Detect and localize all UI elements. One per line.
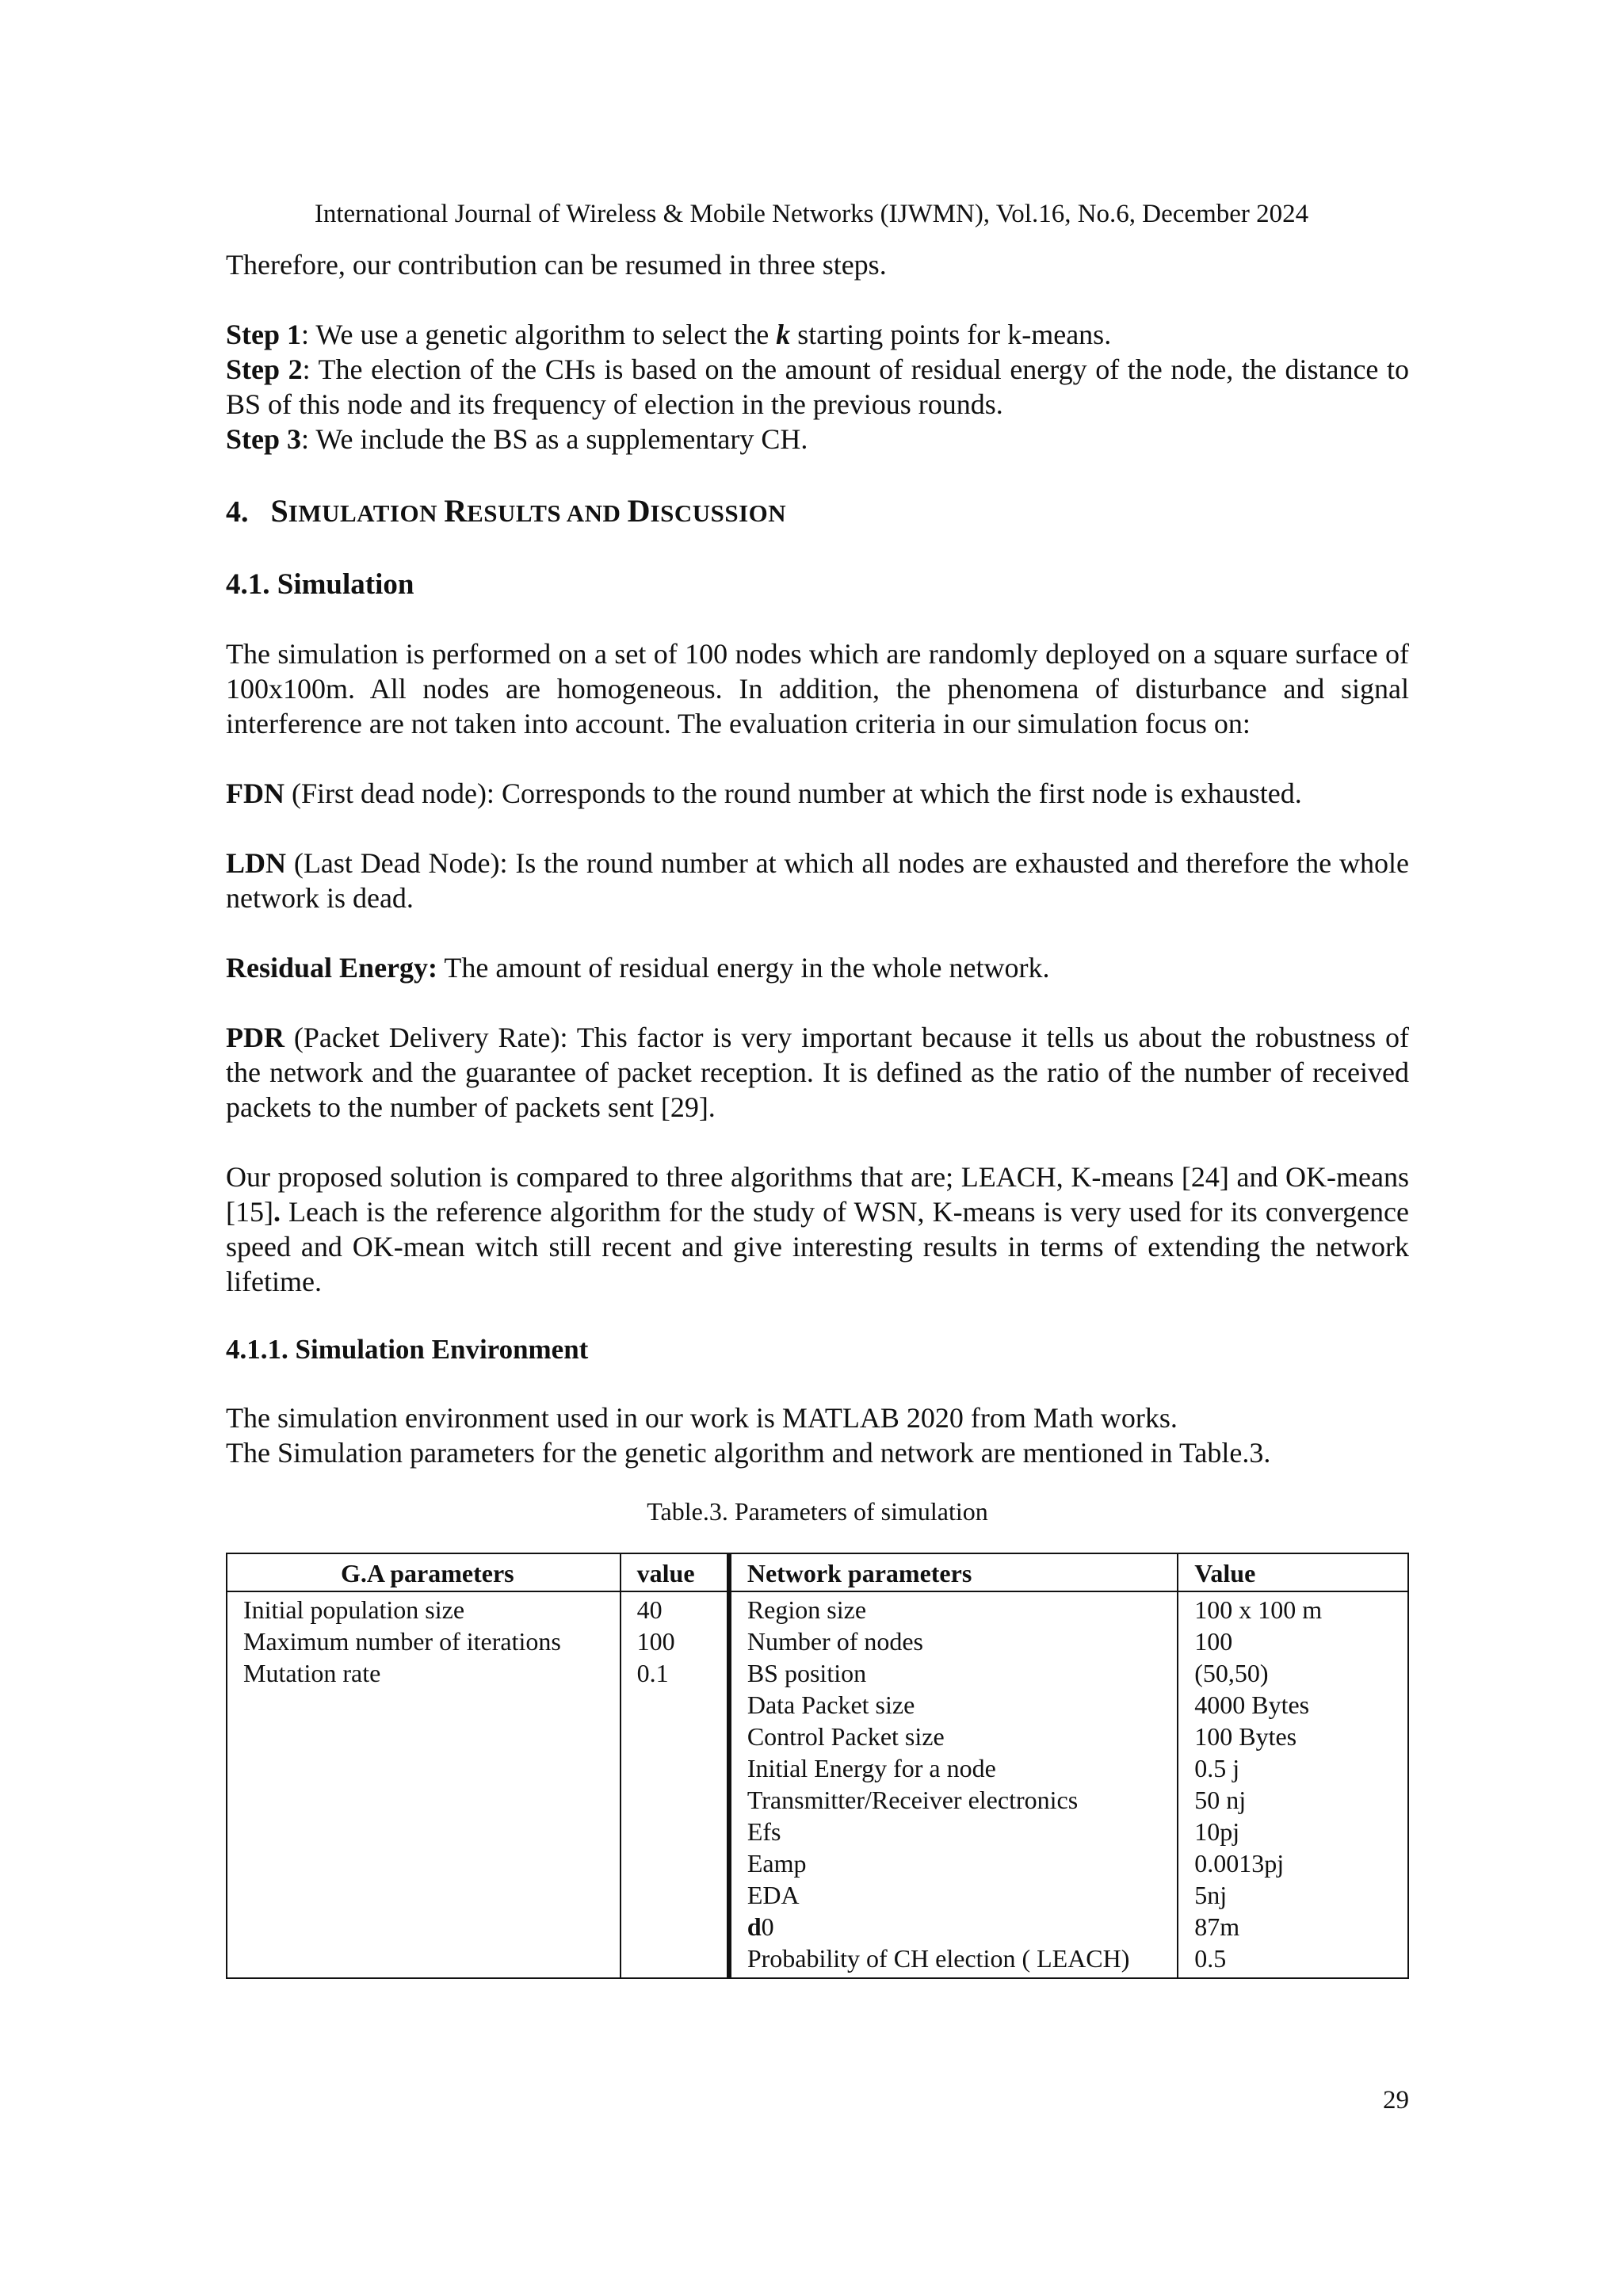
step-2: Step 2: The election of the CHs is based on the amount of residual energy of the node, the distance to BS of this node and its frequency of election in the previous rounds. xyxy=(226,353,1409,420)
list-item: 4000 Bytes xyxy=(1194,1690,1310,1719)
list-item: 40 xyxy=(636,1595,663,1624)
criterion-pdr: PDR (Packet Delivery Rate): This factor is very important because it tells us about the robustness of the network and the guarantee of packet reception. It is defined as the ratio of the number of received packets to the number of packets sent [29]. xyxy=(226,1022,1409,1123)
list-item: EDA xyxy=(747,1881,800,1909)
table-body-row xyxy=(227,1591,1408,1978)
list-item: 100 x 100 m xyxy=(1194,1595,1323,1624)
list-item: 0.5 xyxy=(1194,1944,1227,1973)
list-item: 50 nj xyxy=(1194,1786,1247,1814)
criterion-residual-energy: Residual Energy: The amount of residual energy in the whole network. xyxy=(226,952,1050,984)
list-item: Mutation rate xyxy=(243,1659,381,1687)
step-3-label: Step 3 xyxy=(226,423,302,455)
list-item: Initial population size xyxy=(243,1595,465,1624)
intro-paragraph: Therefore, our contribution can be resumed in three steps. xyxy=(226,249,887,281)
list-item: Number of nodes xyxy=(747,1627,923,1656)
table-caption: Table.3. Parameters of simulation xyxy=(647,1497,988,1526)
list-item: Eamp xyxy=(747,1849,807,1878)
list-item: 100 xyxy=(636,1627,675,1656)
environment-line-1: The simulation environment used in our work is MATLAB 2020 from Math works. xyxy=(226,1402,1178,1434)
list-item: (50,50) xyxy=(1194,1659,1269,1687)
list-item: 0.1 xyxy=(636,1659,669,1687)
list-item: Transmitter/Receiver electronics xyxy=(747,1786,1079,1814)
page-body xyxy=(226,247,1409,1979)
list-item: Initial Energy for a node xyxy=(747,1754,996,1782)
list-item-d0: d0 xyxy=(747,1912,774,1941)
page-number: 29 xyxy=(1383,2086,1409,2115)
criterion-fdn: FDN (First dead node): Corresponds to the round number at which the first node is exhausted. xyxy=(226,777,1302,809)
list-item: Control Packet size xyxy=(747,1722,945,1751)
list-item: Data Packet size xyxy=(747,1690,915,1719)
section-4-1-1-title: 4.1.1. Simulation Environment xyxy=(226,1334,589,1365)
step-2-label: Step 2 xyxy=(226,353,303,385)
list-item: 100 xyxy=(1194,1627,1233,1656)
section-4-1-title: 4.1. Simulation xyxy=(226,568,414,601)
table-header-row xyxy=(227,1553,1408,1591)
environment-line-2: The Simulation parameters for the genetic algorithm and network are mentioned in Table.3. xyxy=(226,1437,1271,1469)
list-item: Maximum number of iterations xyxy=(243,1627,561,1656)
network-parameter-list xyxy=(729,1591,1178,1978)
comparison-paragraph: Our proposed solution is compared to three algorithms that are; LEACH, K-means [24] and OK-means [15]. Leach is the reference algorithm for the study of WSN, K-means is very used for its convergence speed and OK-mean witch still recent and give interesting results in terms of extending the network lifetime. xyxy=(226,1161,1409,1297)
list-item: BS position xyxy=(747,1659,867,1687)
list-item: 100 Bytes xyxy=(1194,1722,1297,1751)
header-ga-value: value xyxy=(621,1553,729,1591)
ga-value-list xyxy=(621,1591,729,1978)
list-item: 10pj xyxy=(1194,1817,1240,1846)
step-3: Step 3: We include the BS as a supplementary CH. xyxy=(226,423,808,455)
running-header: International Journal of Wireless & Mobile Networks (IJWMN), Vol.16, No.6, December 2024 xyxy=(314,200,1309,228)
list-item: 5nj xyxy=(1194,1881,1228,1909)
header-network-parameters: Network parameters xyxy=(729,1553,1178,1591)
parameters-table xyxy=(226,1553,1409,1979)
k-emphasis: k xyxy=(776,319,791,350)
list-item: 87m xyxy=(1194,1912,1240,1941)
section-4-title: 4. SIMULATION RESULTS AND DISCUSSION xyxy=(226,493,787,529)
list-item: Region size xyxy=(747,1595,867,1624)
simulation-paragraph: The simulation is performed on a set of 100 nodes which are randomly deployed on a square surface of 100x100m. All nodes are homogeneous. In addition, the phenomena of disturbance and signal interference are not taken into account. The evaluation criteria in our simulation focus on: xyxy=(226,638,1409,739)
step-1-label: Step 1 xyxy=(226,319,302,350)
step-1: Step 1: We use a genetic algorithm to select the k starting points for k-means. xyxy=(226,319,1112,350)
list-item: Efs xyxy=(747,1817,781,1846)
header-network-value: Value xyxy=(1178,1553,1408,1591)
network-value-list xyxy=(1178,1591,1408,1978)
criterion-ldn: LDN (Last Dead Node): Is the round number at which all nodes are exhausted and therefore the whole network is dead. xyxy=(226,847,1409,914)
header-ga-parameters: G.A parameters xyxy=(227,1553,621,1591)
list-item: Probability of CH election ( LEACH) xyxy=(747,1944,1130,1973)
ga-parameter-list xyxy=(227,1591,621,1978)
list-item: 0.0013pj xyxy=(1194,1849,1285,1878)
list-item: 0.5 j xyxy=(1194,1754,1240,1782)
